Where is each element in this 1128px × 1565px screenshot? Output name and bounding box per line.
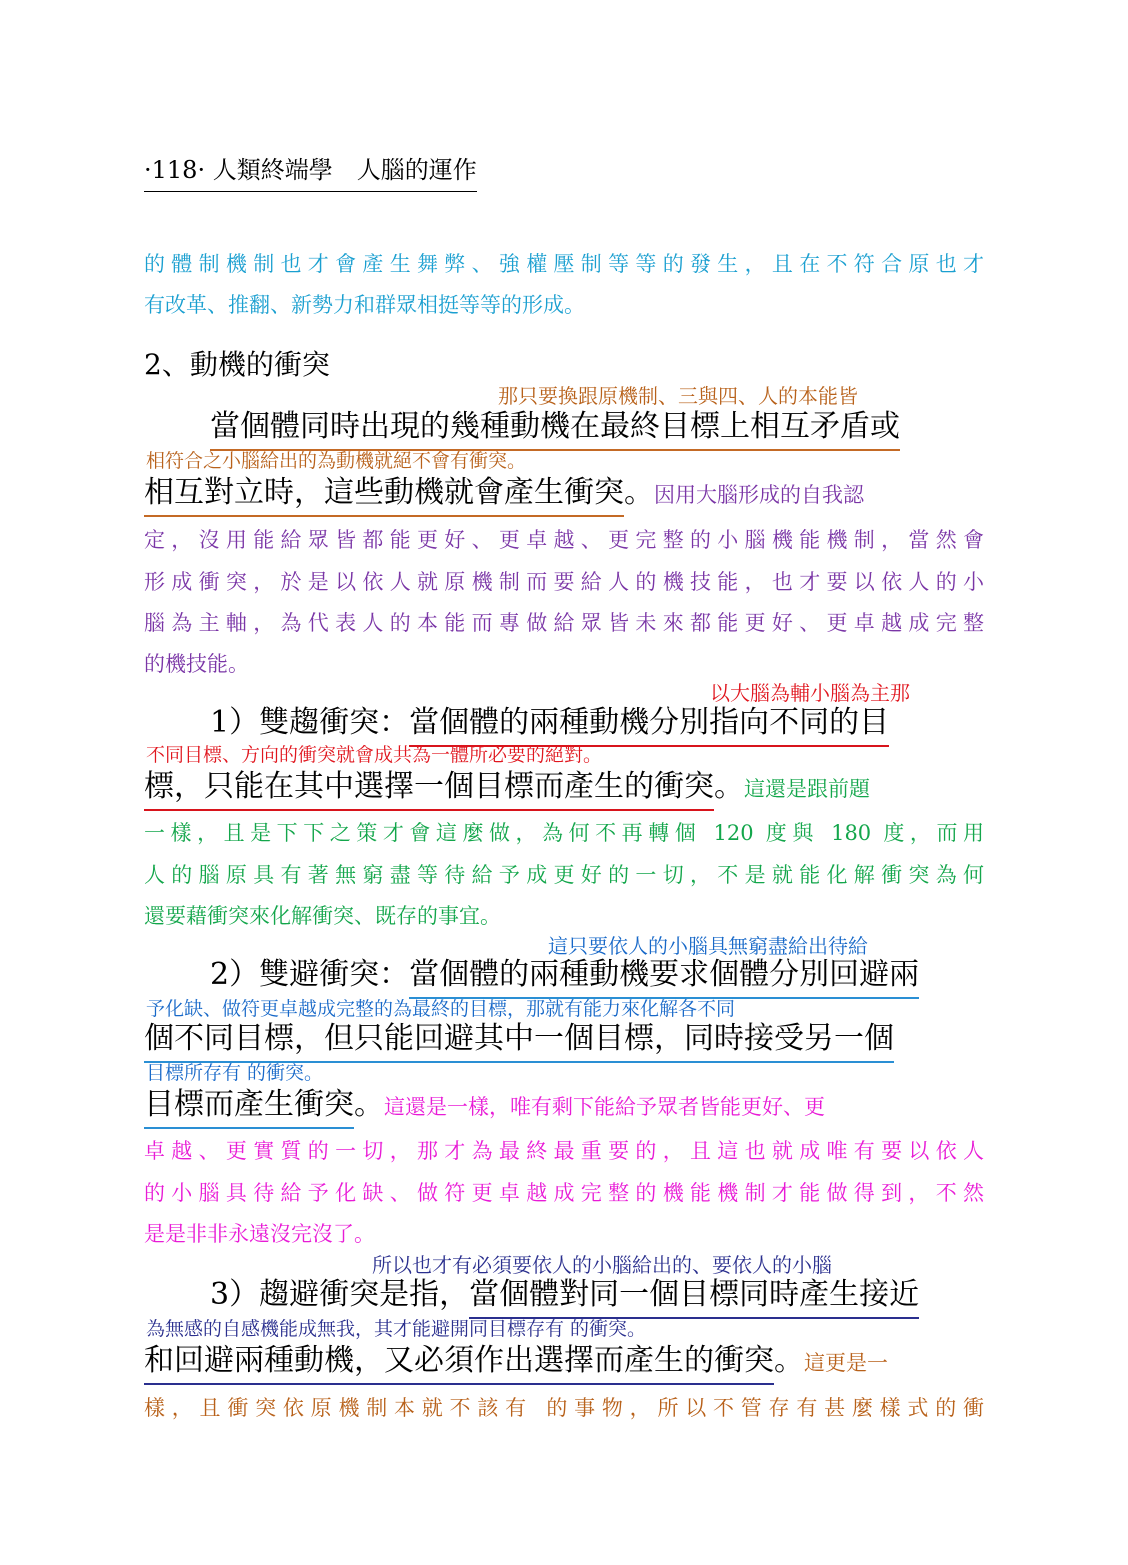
p3-comment-line-3: 是是非非永遠沒完沒了。 [144,1222,375,1246]
intro-line-1: 的體制機制也才會產生舞弊、強權壓制等等的發生，且在不符合原也才 [144,252,984,276]
p4-main-line-2 [144,1343,888,1378]
p3-main-text-1: 當個體的兩種動機要求個體分別回避兩 [409,957,919,999]
p4-main-text-2: 和回避兩種動機，又必須作出選擇而產生的衝突 [144,1343,774,1385]
p3-period: 。 [354,1087,384,1122]
p1-tail: 因用大腦形成的自我認 [654,483,864,507]
p4-main-text-1: 當個體對同一個目標同時產生接近 [469,1277,919,1319]
p2-period: 。 [714,769,744,804]
p4-main-line-1 [210,1277,920,1312]
p1-main-text-1: 當個體同時出現的幾種動機在最終目標上相互矛盾或 [210,409,900,451]
p2-main-text-1: 當個體的兩種動機分別指向不同的目 [409,705,889,747]
p1-main-line-1 [210,409,900,444]
p1-comment-line-4: 的機技能。 [144,652,249,676]
p4-period: 。 [774,1343,804,1378]
annotation-below-p2: 不同目標、方向的衝突就會成共為一體所必要的絕對。 [146,744,603,766]
p3-main-text-3: 目標而產生衝突 [144,1087,354,1129]
annotation-above-p1: 那只要換跟原機制、三與四、人的本能皆 [498,384,858,408]
p4-comment-line-1: 樣，且衝突依原機制本就不該有 的事物，所以不管存有甚麼樣式的衝 [144,1396,984,1420]
annotation-below-p1: 相符合之小腦給出的為動機就絕不會有衝突。 [146,450,527,472]
annotation-below-p3-2: 目標所存有 的衝突。 [146,1062,324,1084]
annotation-below-p4: 為無感的自感機能成無我，其才能避開同目標存有 的衝突。 [146,1318,647,1340]
p2-main-line-2 [144,769,870,804]
p3-main-text-2: 個不同目標，但只能回避其中一個目標，同時接受另一個 [144,1021,894,1063]
p2-comment-line-2: 人的腦原具有著無窮盡等待給予成更好的一切，不是就能化解衝突為何 [144,863,984,887]
p3-prefix: 2）雙避衝突： [210,957,410,992]
p2-prefix: 1）雙趨衝突： [210,705,410,740]
p3-main-line-3 [144,1087,825,1122]
p2-comment-line-1: 一樣，且是下下之策才會這麼做，為何不再轉個 120 度與 180 度，而用 [144,821,984,845]
p1-main-line-2 [144,475,864,510]
p3-main-line-2 [144,1021,894,1056]
p3-tail: 這還是一樣，唯有剩下能給予眾者皆能更好、更 [384,1095,825,1119]
annotation-above-p2: 以大腦為輔小腦為主那 [710,681,910,705]
p1-comment-line-1: 定，沒用能給眾皆都能更好、更卓越、更完整的小腦機能機制，當然會 [144,528,984,552]
p3-comment-line-1: 卓越、更實質的一切，那才為最終最重要的，且這也就成唯有要以依人 [144,1139,984,1163]
p3-main-line-1 [210,957,920,992]
p1-period: 。 [624,475,654,510]
annotation-below-p3-1: 予化缺、做符更卓越成完整的為最終的目標，那就有能力來化解各不同 [146,998,736,1020]
p1-comment-line-2: 形成衝突，於是以依人就原機制而要給人的機技能，也才要以依人的小 [144,570,984,594]
section-title: 2、動機的衝突 [144,348,330,381]
p1-main-text-2: 相互對立時，這些動機就會產生衝突 [144,475,624,517]
p4-tail: 這更是一 [804,1351,888,1375]
p2-tail: 這還是跟前題 [744,777,870,801]
p1-comment-line-3: 腦為主軸，為代表人的本能而專做給眾皆未來都能更好、更卓越成完整 [144,611,984,635]
page-header: ·118· 人類終端學 人腦的運作 [144,150,477,192]
p2-comment-line-3: 還要藉衝突來化解衝突、既存的事宜。 [144,904,501,928]
annotation-above-p3: 這只要依人的小腦具無窮盡給出待給 [548,934,868,958]
annotation-above-p4: 所以也才有必須要依人的小腦給出的、要依人的小腦 [372,1253,832,1277]
p4-prefix: 3）趨避衝突是指， [210,1277,470,1312]
p2-main-text-2: 標，只能在其中選擇一個目標而產生的衝突 [144,769,714,811]
p3-comment-line-2: 的小腦具待給予化缺、做符更卓越成完整的機能機制才能做得到，不然 [144,1181,984,1205]
p2-main-line-1 [210,705,890,740]
intro-line-2: 有改革、推翻、新勢力和群眾相挺等等的形成。 [144,293,585,317]
